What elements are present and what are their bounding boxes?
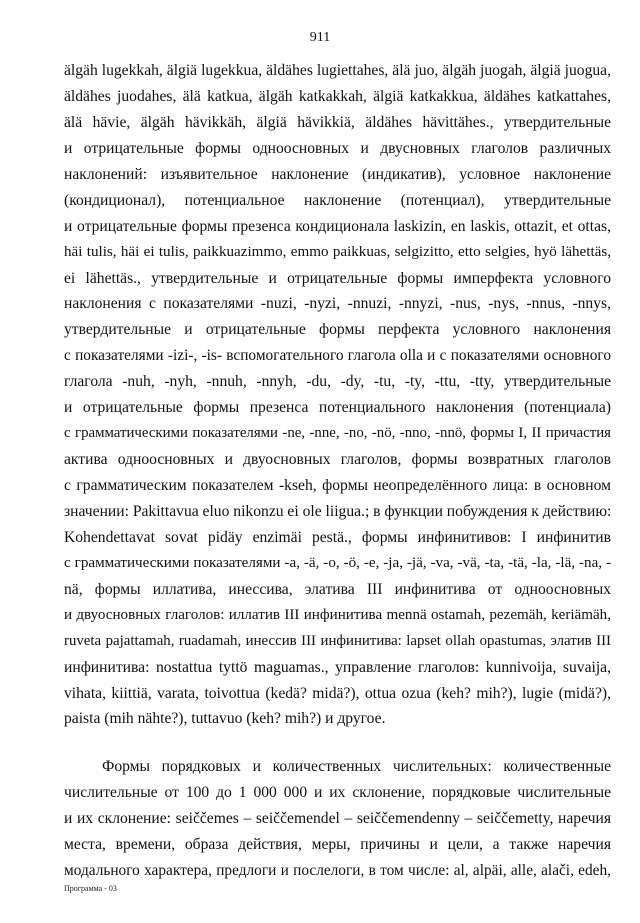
text-line: nä, формы иллатива, инессива, элатива III инфинитива от одноосновных xyxy=(64,580,611,598)
document-body xyxy=(64,58,611,884)
text-line: vihata, kiittiä, varata, toivottua (kedä? midä?), ottua ozua (keh? mih?), lugie (midä?), xyxy=(64,684,611,702)
text-line: значении: Pakittavua eluo nikonzu ei ole liigua.; в функции побуждения к действию: xyxy=(64,502,612,520)
text-line: наклонения с показателями -nuzi, -nyzi, -nnuzi, -nnyzi, -nus, -nys, -nnus, -nnys, xyxy=(64,295,611,313)
text-line: актива одноосновных и двуосновных глаголов, формы возвратных глаголов xyxy=(64,451,611,469)
text-line: häi tulis, häi ei tulis, paikkuazimmo, emmo paikkuas, selgizitto, etto selgies, hyö lähettäs, xyxy=(64,243,611,260)
text-line: paista (mih nähte?), tuttavuo (keh? mih?) и другое. xyxy=(64,710,386,728)
text-line: älä hävie, älgäh hävikkäh, älgiä hävikkiä, äldähes hävittähes., утвердительные xyxy=(64,113,611,131)
text-line: ruveta pajattamah, ruadamah, инессив III инфинитива: lapset ollah opastumas, элатив III xyxy=(64,632,611,649)
text-line: и отрицательные формы одноосновных и двусновных глаголов различных xyxy=(64,139,611,157)
text-line: с показателями -izi-, -is- вспомогательного глагола olla и с показателями основного xyxy=(64,347,611,365)
text-line: модального характера, предлоги и послелоги, в том числе: al, alpäi, alle, alači, edeh, xyxy=(64,862,611,880)
text-line: инфинитива: nostattua tyttö maguamas., управление глаголов: kunnivoija, suvaija, xyxy=(64,658,611,676)
text-line: äldähes juodahes, älä katkua, älgäh katkakkah, älgiä katkakkua, äldähes katkattahes, xyxy=(64,87,611,105)
paragraph-gap xyxy=(64,732,611,754)
paragraph xyxy=(64,58,611,732)
text-line: (кондиционал), потенциальное наклонение (потенциал), утвердительные xyxy=(64,191,611,209)
text-line: утвердительные и отрицательные формы перфекта условного наклонения xyxy=(64,321,611,339)
text-line: с грамматическими показателями -ne, -nne, -no, -nö, -nno, -nnö, формы I, II причастия xyxy=(64,425,611,442)
page-number: 911 xyxy=(309,30,331,45)
text-line: и отрицательные формы презенса кондиционала laskizin, en laskis, ottazit, et ottas, xyxy=(64,217,611,235)
text-line: älgäh lugekkah, älgiä lugekkua, äldähes lugiettahes, älä juo, älgäh juogah, älgiä juogua, xyxy=(64,62,611,79)
text-line: наклонений: изъявительное наклонение (индикатив), условное наклонение xyxy=(64,165,611,183)
text-line: и двуосновных глаголов: иллатив III инфинитива mennä ostamah, pezemäh, keriämäh, xyxy=(64,606,611,623)
text-line: с грамматическими показателями -a, -ä, -o, -ö, -e, -ja, -jä, -va, -vä, -ta, -tä, -la, -lä, -na, - xyxy=(64,554,611,571)
text-line: с грамматическим показателем -kseh, формы неопределённого лица: в основном xyxy=(64,477,611,494)
text-line: числительные от 100 до 1 000 000 и их склонение, порядковые числительные xyxy=(64,784,611,802)
text-line: места, времени, образа действия, меры, причины и цели, а также наречия xyxy=(64,836,611,854)
text-line: Формы порядковых и количественных числительных: количественные xyxy=(102,758,611,776)
text-line: глагола -nuh, -nyh, -nnuh, -nnyh, -du, -dy, -tu, -ty, -ttu, -tty, утвердительные xyxy=(64,373,611,391)
paragraph xyxy=(64,754,611,884)
text-line: ei lähettäs., утвердительные и отрицательные формы имперфекта условного xyxy=(64,269,611,287)
text-line: и отрицательные формы презенса потенциального наклонения (потенциала) xyxy=(64,399,611,417)
text-line: и их склонение: seiččemes – seiččemendel – seiččemendenny – seiččemetty, наречия xyxy=(64,810,611,828)
footer-label: Программа - 03 xyxy=(64,884,117,893)
text-line: Kohendettavat sovat pidäy enzimäi pestä., формы инфинитивов: I инфинитив xyxy=(64,528,611,546)
